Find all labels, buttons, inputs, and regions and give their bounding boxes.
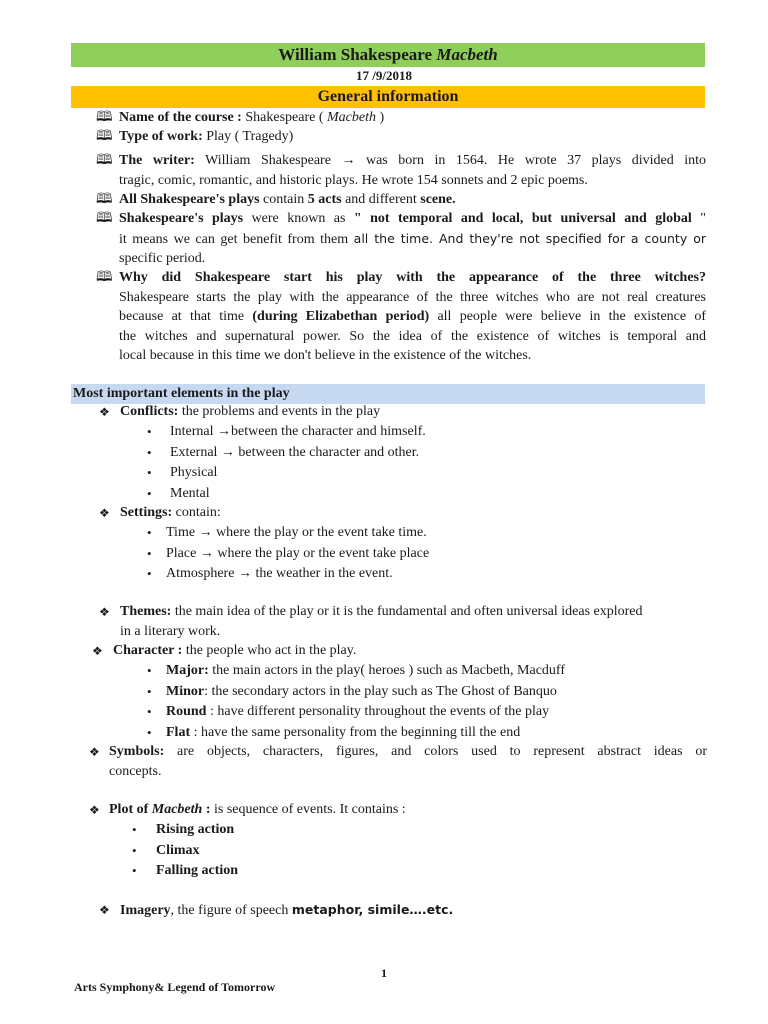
character-desc: : have the same personality from the beginning till the end [193,725,521,740]
imagery-text: , the figure of speech [170,903,289,918]
bullet-icon: • [147,424,152,439]
conflicts-item [120,402,380,422]
document-title [71,43,705,67]
bullet-icon: • [147,566,152,581]
diamond-icon: ❖ [89,745,100,759]
character-type: Major: [166,663,209,678]
character-major [166,661,565,681]
book-icon: 🕮 [96,110,113,125]
title-author: William Shakespeare [278,45,433,64]
writer-label: The writer: [119,153,195,168]
settings-text: contain: [175,505,221,520]
conflict-text: between the character and other. [238,445,420,460]
type-value: Play ( Tragedy) [206,129,294,144]
plot-label-colon: : [205,802,211,817]
book-icon: 🕮 [96,211,113,226]
diamond-icon: ❖ [92,644,103,658]
plot-falling-action: Falling action [156,863,239,878]
diamond-icon: ❖ [89,803,100,817]
footer-text: Arts Symphony& Legend of Tomorrow [74,980,276,994]
witches-question: Why did Shakespeare start his play with the appearance of the three witches? [119,270,706,285]
bullet-icon: • [147,704,152,719]
character-round [166,702,549,722]
themes-line1: the main idea of the play or it is the fundamental and often universal ideas explored [174,604,643,619]
themes-line2: in a literary work. [120,624,221,639]
conflict-internal [170,422,426,442]
plot-label-italic: Macbeth [151,802,203,817]
bullet-icon: • [132,822,137,837]
acts-scene: scene. [420,192,456,207]
plot-text: is sequence of events. It contains : [214,802,406,817]
conflict-name: Internal [170,424,214,439]
symbols-label: Symbols: [109,744,165,759]
bullet-icon: • [147,525,152,540]
bullet-icon: • [147,663,152,678]
symbols-line1: are objects, characters, figures, and colors used to represent abstract ideas or [177,744,707,759]
book-icon: 🕮 [96,129,113,144]
setting-name: Time [166,525,196,540]
plot-label: Plot of [109,802,149,817]
title-work: Macbeth [436,45,498,64]
diamond-icon: ❖ [99,903,110,917]
plays-label: Shakespeare's plays [119,211,244,226]
conflicts-label: Conflicts: [120,404,179,419]
book-icon: 🕮 [96,192,113,207]
character-item [113,641,356,661]
arrow-right-icon: → [217,424,232,439]
setting-place [166,544,429,564]
conflict-physical: Physical [170,465,218,480]
themes-label: Themes: [120,604,172,619]
general-information-heading: General information [71,86,705,108]
setting-text: where the play or the event take place [217,546,430,561]
arrow-right-icon: → [341,153,356,168]
character-desc: : the secondary actors in the play such as The Ghost of Banquo [204,684,557,699]
setting-time [166,523,427,543]
witches-line1: Shakespeare starts the play with the appearance of the three witches who are not real creatures [119,289,706,305]
character-minor [166,682,557,702]
witches-line2-a: because at that time [119,309,245,324]
character-label: Character : [113,643,183,658]
diamond-icon: ❖ [99,605,110,619]
acts-count: 5 acts [307,192,342,207]
bullet-icon: • [147,486,152,501]
conflict-name: External [170,445,218,460]
conflicts-text: the problems and events in the play [181,404,381,419]
arrow-right-icon: → [198,525,213,540]
setting-atmosphere [166,564,393,584]
character-text: the people who act in the play. [185,643,357,658]
themes-item [120,602,710,642]
conflict-text: between the character and himself. [231,424,426,439]
diamond-icon: ❖ [99,506,110,520]
witches-line4: local because in this time we don't believe in the existence of the witches. [119,348,532,363]
arrow-right-icon: → [199,546,214,561]
plays-quote-close: " [700,211,706,226]
imagery-label: Imagery [120,903,171,918]
arrow-right-icon: → [220,445,235,460]
document-date: 17 /9/2018 [356,68,412,83]
page-number: 1 [381,966,387,980]
bullet-icon: • [147,725,152,740]
elements-section-heading: Most important elements in the play [71,384,705,404]
character-type: Flat [166,725,191,740]
symbols-line2: concepts. [109,764,162,779]
symbols-item [109,742,707,782]
setting-text: the weather in the event. [255,566,393,581]
imagery-examples: metaphor, simile….etc. [291,902,454,917]
setting-name: Atmosphere [166,566,235,581]
plays-line3: specific period. [119,251,206,266]
setting-text: where the play or the event take time. [216,525,427,540]
book-icon: 🕮 [96,270,113,285]
witches-line2-c: all people were believe in the existence of [437,309,707,324]
plays-quote: " not temporal and local, but universal and global [353,211,692,226]
bullet-icon: • [132,863,137,878]
bullet-icon: • [147,445,152,460]
bullet-icon: • [132,843,137,858]
settings-label: Settings: [120,505,173,520]
character-desc: : have different personality throughout the events of the play [209,704,550,719]
course-close: ) [379,110,385,125]
acts-mid2: and different [345,192,417,207]
witches-line3: the witches and supernatural power. So the idea of the existence of witches is temporal and [119,328,706,344]
character-desc: the main actors in the play( heroes ) such as Macbeth, Macduff [212,663,565,678]
acts-label: All Shakespeare's plays [119,192,260,207]
book-icon: 🕮 [96,153,113,168]
plays-line2-a: it means we can get benefit from them [119,231,349,247]
course-label: Name of the course : [119,110,242,125]
settings-item [120,503,221,523]
acts-mid: contain [263,192,305,207]
bullet-icon: • [147,546,152,561]
writer-text-line1: was born in 1564. He wrote 37 plays divided into [365,153,707,168]
character-type: Round [166,704,207,719]
writer-text-line2: tragic, comic, romantic, and historic plays. He wrote 154 sonnets and 2 epic poems. [119,172,588,188]
setting-name: Place [166,546,197,561]
character-flat [166,723,520,743]
arrow-right-icon: → [237,566,252,581]
imagery-item [120,900,453,921]
plot-climax: Climax [156,843,200,858]
plot-item [109,800,406,820]
writer-name: William Shakespeare [205,153,331,168]
witches-line2-b: (during Elizabethan period) [252,309,430,324]
type-label: Type of work: [119,129,203,144]
character-type: Minor [166,684,205,699]
conflict-mental: Mental [170,486,210,501]
course-italic: Macbeth [327,110,376,125]
plays-line2-b: all the time. And they're not specified for a county or [353,230,706,246]
bullet-icon: • [147,684,152,699]
plays-mid: were known as [251,211,346,226]
conflict-external [170,443,419,463]
diamond-icon: ❖ [99,405,110,419]
plot-rising-action: Rising action [156,822,235,837]
bullet-icon: • [147,465,152,480]
course-value: Shakespeare ( [245,110,324,125]
